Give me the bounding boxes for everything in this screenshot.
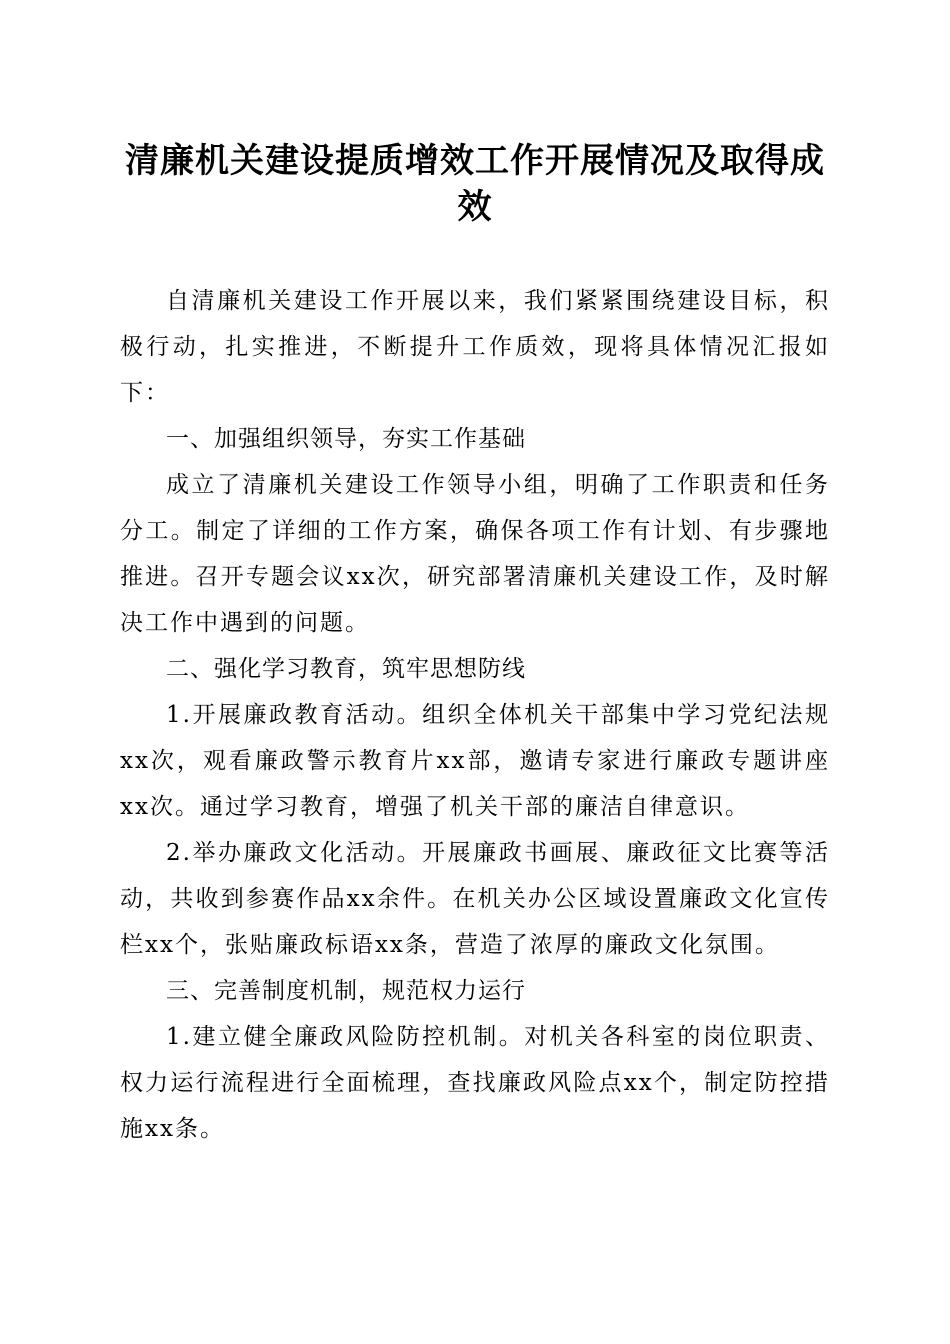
intro-paragraph: 自清廉机关建设工作开展以来，我们紧紧围绕建设目标，积极行动，扎实推进，不断提升工作质效，现将具体情况汇报如下： — [120, 288, 830, 406]
section-2-paragraph-2: 2.举办廉政文化活动。开展廉政书画展、廉政征文比赛等活动，共收到参赛作品xx余件。在机关办公区域设置廉政文化宣传栏xx个，张贴廉政标语xx条，营造了浓厚的廉政文化氛围。 — [120, 840, 830, 958]
section-1-paragraph: 成立了清廉机关建设工作领导小组，明确了工作职责和任务分工。制定了详细的工作方案，确保各项工作有计划、有步骤地推进。召开专题会议xx次，研究部署清廉机关建设工作，及时解决工作中遇到的问题。 — [120, 472, 830, 636]
section-2-paragraph-1: 1.开展廉政教育活动。组织全体机关干部集中学习党纪法规xx次，观看廉政警示教育片xx部，邀请专家进行廉政专题讲座xx次。通过学习教育，增强了机关干部的廉洁自律意识。 — [120, 702, 830, 820]
section-3-paragraph-1: 1.建立健全廉政风险防控机制。对机关各科室的岗位职责、权力运行流程进行全面梳理，查找廉政风险点xx个，制定防控措施xx条。 — [120, 1024, 830, 1142]
section-2-heading: 二、强化学习教育，筑牢思想防线 — [166, 656, 526, 682]
document-title: 清廉机关建设提质增效工作开展情况及取得成效 — [125, 141, 825, 227]
section-1-heading: 一、加强组织领导，夯实工作基础 — [166, 426, 526, 452]
section-3-heading: 三、完善制度机制，规范权力运行 — [166, 978, 526, 1004]
